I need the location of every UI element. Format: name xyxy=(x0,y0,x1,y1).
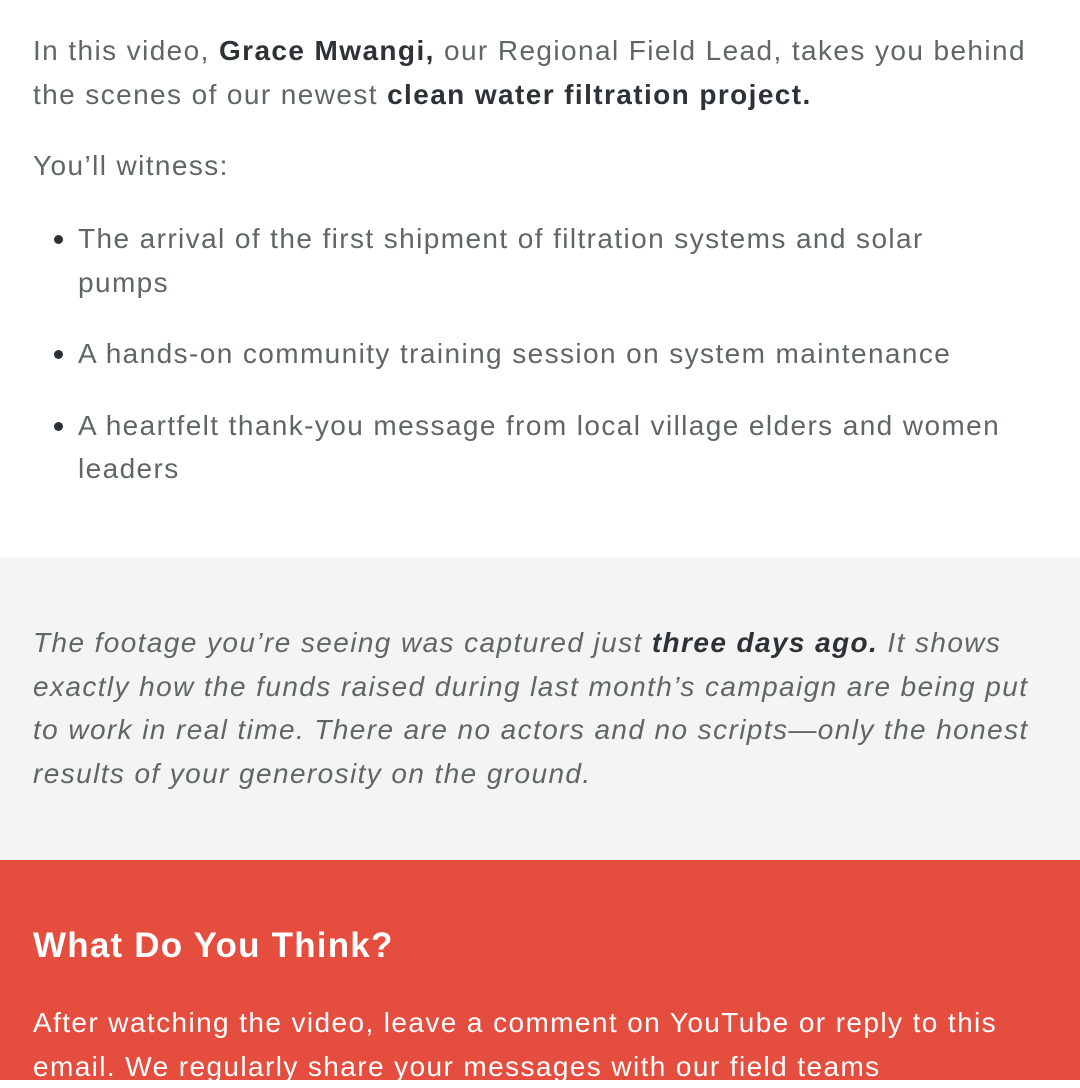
witness-list xyxy=(0,217,1080,519)
footage-text-2: It shows exactly how the funds raised during last month’s campaign are being put to work in real time. There are no actors and no scripts—only the honest results of your generosity on the ground. xyxy=(33,627,1029,789)
presenter-name: Grace Mwangi, xyxy=(218,35,435,66)
list-item: A hands-on community training session on system maintenance xyxy=(0,332,1008,376)
footage-emphasis: three days ago. xyxy=(651,627,879,658)
footage-note-section xyxy=(0,557,1080,860)
list-item: The arrival of the first shipment of filtration systems and solar pumps xyxy=(0,217,1008,304)
footage-text-1: The footage you’re seeing was captured just xyxy=(33,627,652,658)
intro-text-1: In this video, xyxy=(33,35,219,66)
witness-heading: You’ll witness: xyxy=(33,150,229,181)
footage-note-paragraph xyxy=(33,621,1053,795)
project-name: clean water filtration project. xyxy=(387,78,812,110)
list-item: A heartfelt thank-you message from local village elders and women leaders xyxy=(0,404,1008,491)
feedback-heading: What Do You Think? xyxy=(33,926,394,965)
intro-paragraph xyxy=(33,29,1043,116)
feedback-section xyxy=(0,860,1080,1080)
feedback-body: After watching the video, leave a comment on YouTube or reply to this email. We regularly share your messages with our field teams xyxy=(33,1007,998,1082)
intro-text-2: our Regional Field Lead, takes you behind the scenes of our newest xyxy=(33,35,1026,110)
